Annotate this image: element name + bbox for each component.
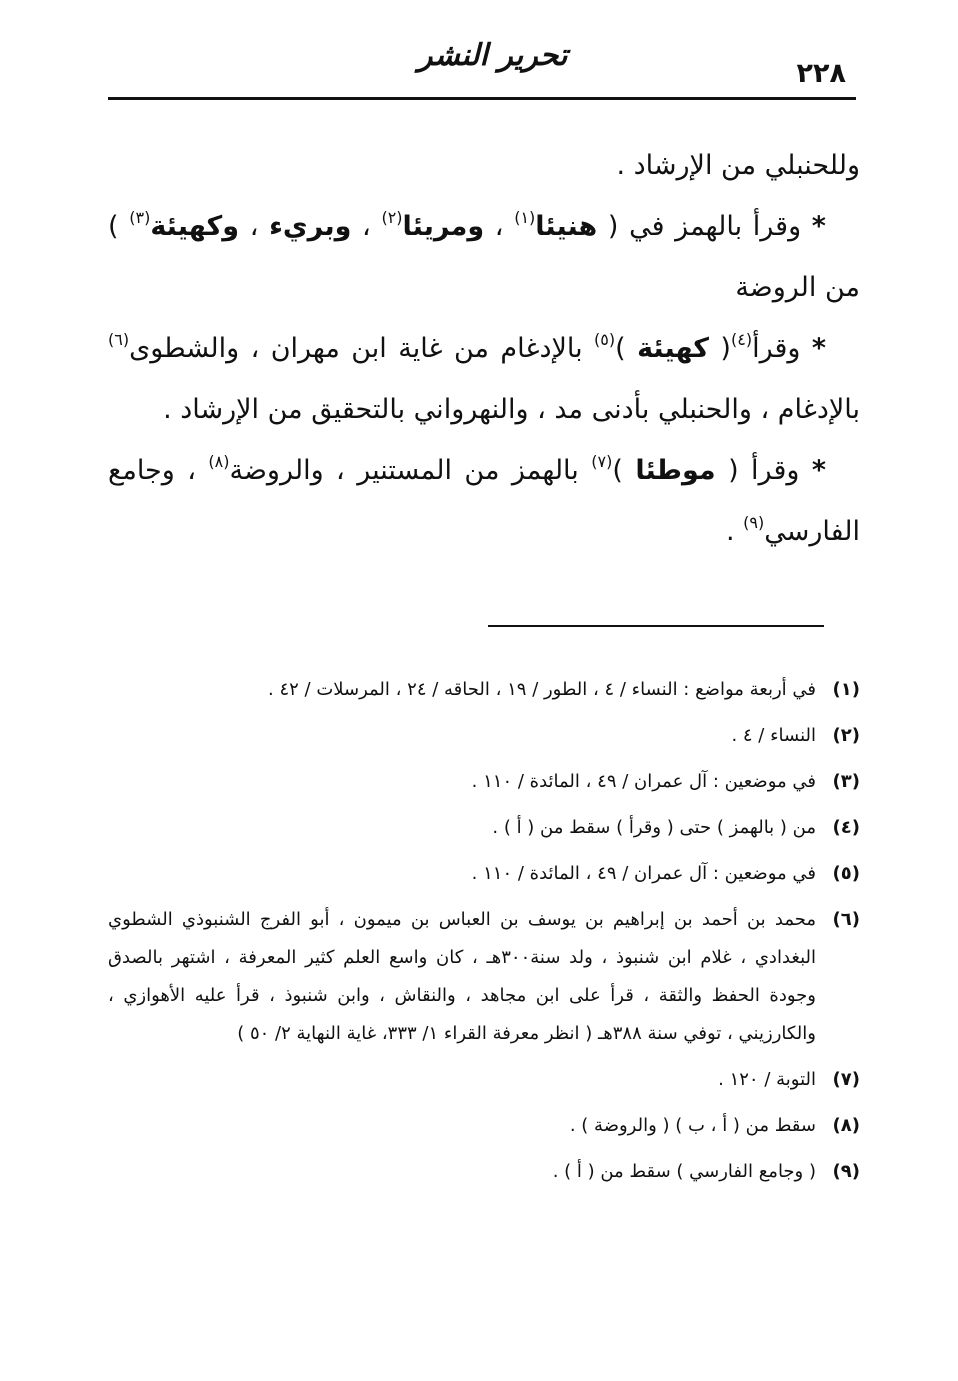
p2-text-4: ، [249, 211, 259, 242]
footnote-number: (٧) [832, 1069, 860, 1090]
main-text [108, 135, 860, 562]
p2-text-3: ، [362, 211, 371, 242]
p3-text-2: ( [720, 333, 731, 364]
p4-text-1: وقرأ ( [728, 455, 800, 486]
paragraph-4 [108, 440, 860, 562]
footnote-text: من ( بالهمز ) حتى ( وقرأ ) سقط من ( أ ) . [492, 817, 816, 838]
footnote-text: سقط من ( أ ، ب ) ( والروضة ) . [569, 1115, 816, 1136]
quran-word-bari: وبريء [269, 211, 352, 242]
p4-text-5: . [725, 516, 735, 547]
footnote-number: (٣) [832, 771, 860, 792]
p2-text-5: ) من الروضة [108, 211, 860, 303]
quran-word-kahayati: كهيئة [637, 333, 710, 364]
running-title: تحرير النشر [418, 38, 568, 73]
footnote-ref-6[interactable]: (٦) [108, 330, 130, 349]
footnote-text: محمد بن أحمد بن إبراهيم بن يوسف بن العباس بن ميمون ، أبو الفرج الشنبوذي الشطوي البغدادي ، غلام ابن شنبوذ ، ولد سنة٣٠٠هـ ، كان واسع العلم كثير المعرفة ، اشتهر بالصدق وجودة الحفظ والثقة ، قرأ على ابن مجاهد ، والنقاش ، وابن شنبوذ ، قرأ عليه الأهوازي ، والكارزيني ، توفي سنة ٣٨٨هـ ( انظر معرفة القراء ١/ ٣٣٣، غاية النهاية ٢/ ٥٠ ) [108, 909, 816, 1044]
footnote-ref-8[interactable]: (٨) [208, 452, 230, 471]
footnote-ref-2[interactable]: (٢) [381, 208, 403, 227]
p3-text-1: وقرأ [752, 333, 801, 364]
footnote-text: في موضعين : آل عمران / ٤٩ ، المائدة / ١١٠ . [471, 771, 816, 792]
p4-text-4: ، وجامع الفارسي [108, 455, 860, 547]
footnote-6 [108, 901, 860, 1053]
paragraph-2 [108, 196, 860, 318]
footnote-7 [108, 1061, 860, 1099]
footnote-text: في موضعين : آل عمران / ٤٩ ، المائدة / ١١٠ . [471, 863, 816, 884]
p2-text-2: ، [494, 211, 504, 242]
p3-text-3: ) [615, 333, 626, 364]
footnotes [108, 671, 860, 1199]
footnote-2 [108, 717, 860, 755]
footnote-text: التوبة / ١٢٠ . [718, 1069, 816, 1090]
footnote-ref-5[interactable]: (٥) [594, 330, 616, 349]
footnote-ref-3[interactable]: (٣) [129, 208, 151, 227]
quran-word-mariian: ومريئا [402, 211, 485, 242]
footnote-number: (١) [832, 679, 860, 700]
footnote-ref-7[interactable]: (٧) [591, 452, 613, 471]
paragraph-1-text: وللحنبلي من الإرشاد . [616, 150, 860, 181]
star-icon: * [811, 455, 826, 486]
footnote-text: النساء / ٤ . [731, 725, 816, 746]
p3-text-5: بالإدغام ، والحنبلي بأدنى مد ، والنهرواني بالتحقيق من الإرشاد . [163, 394, 860, 425]
footnote-ref-1[interactable]: (١) [514, 208, 536, 227]
quran-word-kahayati: وكهيئة [150, 211, 240, 242]
footnote-number: (٦) [832, 909, 860, 930]
footnote-separator [488, 625, 824, 627]
footnote-3 [108, 763, 860, 801]
paragraph-3 [108, 318, 860, 440]
footnote-4 [108, 809, 860, 847]
star-icon: * [811, 333, 826, 364]
footnote-number: (٥) [832, 863, 860, 884]
page-number: ٢٢٨ [796, 58, 846, 89]
footnote-ref-9[interactable]: (٩) [743, 513, 765, 532]
footnote-number: (٩) [832, 1161, 860, 1182]
footnote-number: (٤) [832, 817, 860, 838]
footnote-1 [108, 671, 860, 709]
footnote-9 [108, 1153, 860, 1191]
footnote-number: (٨) [832, 1115, 860, 1136]
footnote-5 [108, 855, 860, 893]
star-icon: * [811, 211, 826, 242]
p4-text-3: بالهمز من المستنير ، والروضة [229, 455, 579, 486]
page-header [108, 38, 856, 100]
footnote-text: ( وجامع الفارسي ) سقط من ( أ ) . [552, 1161, 816, 1182]
paragraph-1 [108, 135, 860, 196]
p2-text-1: وقرأ بالهمز في ( [607, 211, 802, 242]
p4-text-2: ) [612, 455, 623, 486]
footnote-text: في أربعة مواضع : النساء / ٤ ، الطور / ١٩ ، الحاقه / ٢٤ ، المرسلات / ٤٢ . [268, 679, 816, 700]
quran-word-hanian: هنيئا [535, 211, 598, 242]
quran-word-mawtian: موطئا [635, 455, 716, 486]
header-rule [108, 97, 856, 100]
footnote-8 [108, 1107, 860, 1145]
p3-text-4: بالإدغام من غاية ابن مهران ، والشطوى [129, 333, 583, 364]
footnote-ref-4[interactable]: (٤) [730, 330, 753, 349]
footnote-number: (٢) [832, 725, 860, 746]
